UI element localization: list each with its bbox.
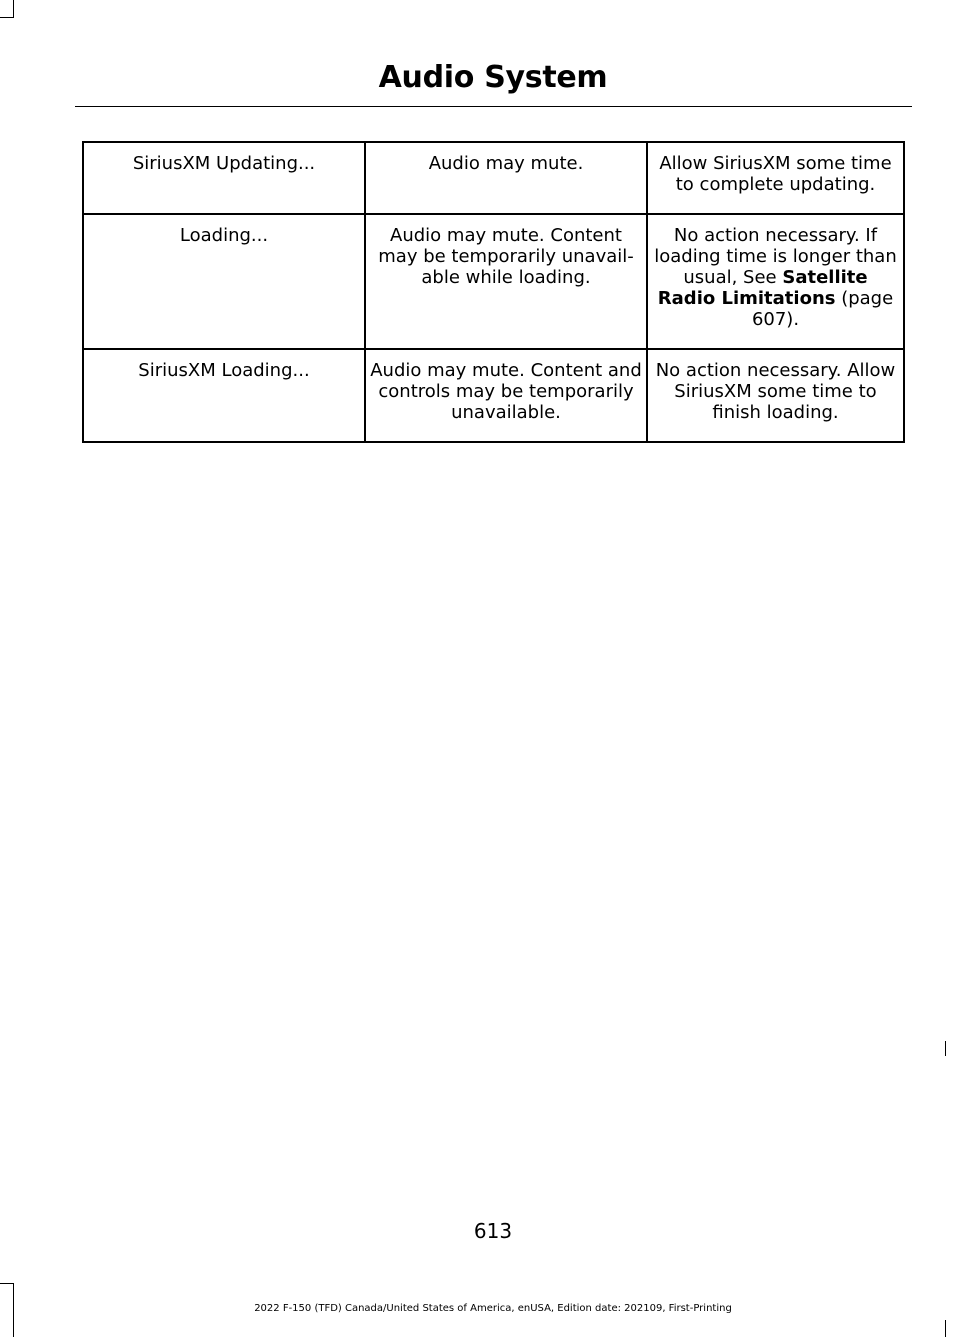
- table-row: [83, 142, 904, 214]
- message-table: [82, 141, 905, 443]
- action-text: No action necessary. Allow SiriusXM some time to finish loading.: [655, 360, 896, 423]
- condition-cell: Audio may mute. Content and controls may be temporarily unavailable.: [365, 349, 647, 442]
- crop-mark-top-left-v: [13, 0, 14, 18]
- page-title: Audio System: [378, 60, 608, 95]
- crop-mark-right-upper: [945, 1041, 946, 1056]
- action-cell: [647, 214, 904, 349]
- condition-cell: Audio may mute.: [365, 142, 647, 214]
- message-cell: SiriusXM Loading...: [83, 349, 365, 442]
- message-cell: SiriusXM Updating...: [83, 142, 365, 214]
- cross-reference-link[interactable]: Satellite Radio Limitations: [657, 267, 868, 309]
- action-cell: [647, 142, 904, 214]
- crop-mark-bottom-left-h: [0, 1283, 14, 1284]
- message-cell: Loading...: [83, 214, 365, 349]
- action-text: No action necessary. If loading time is longer than usual, See: [654, 225, 897, 288]
- table-row: [83, 349, 904, 442]
- edition-footer: 2022 F-150 (TFD) Canada/United States of America, enUSA, Edition date: 202109, First-Printing: [254, 1303, 732, 1314]
- action-text: Allow SiriusXM some time to complete updating.: [659, 153, 892, 195]
- condition-cell: Audio may mute. Content may be temporarily unavail-able while loading.: [365, 214, 647, 349]
- crop-mark-right-lower: [945, 1320, 946, 1337]
- crop-mark-top-left-h: [0, 17, 14, 18]
- action-cell: [647, 349, 904, 442]
- table-row: [83, 214, 904, 349]
- page-number: 613: [473, 1219, 513, 1243]
- action-page-ref: (page 607).: [751, 288, 894, 330]
- header-divider: [75, 106, 912, 107]
